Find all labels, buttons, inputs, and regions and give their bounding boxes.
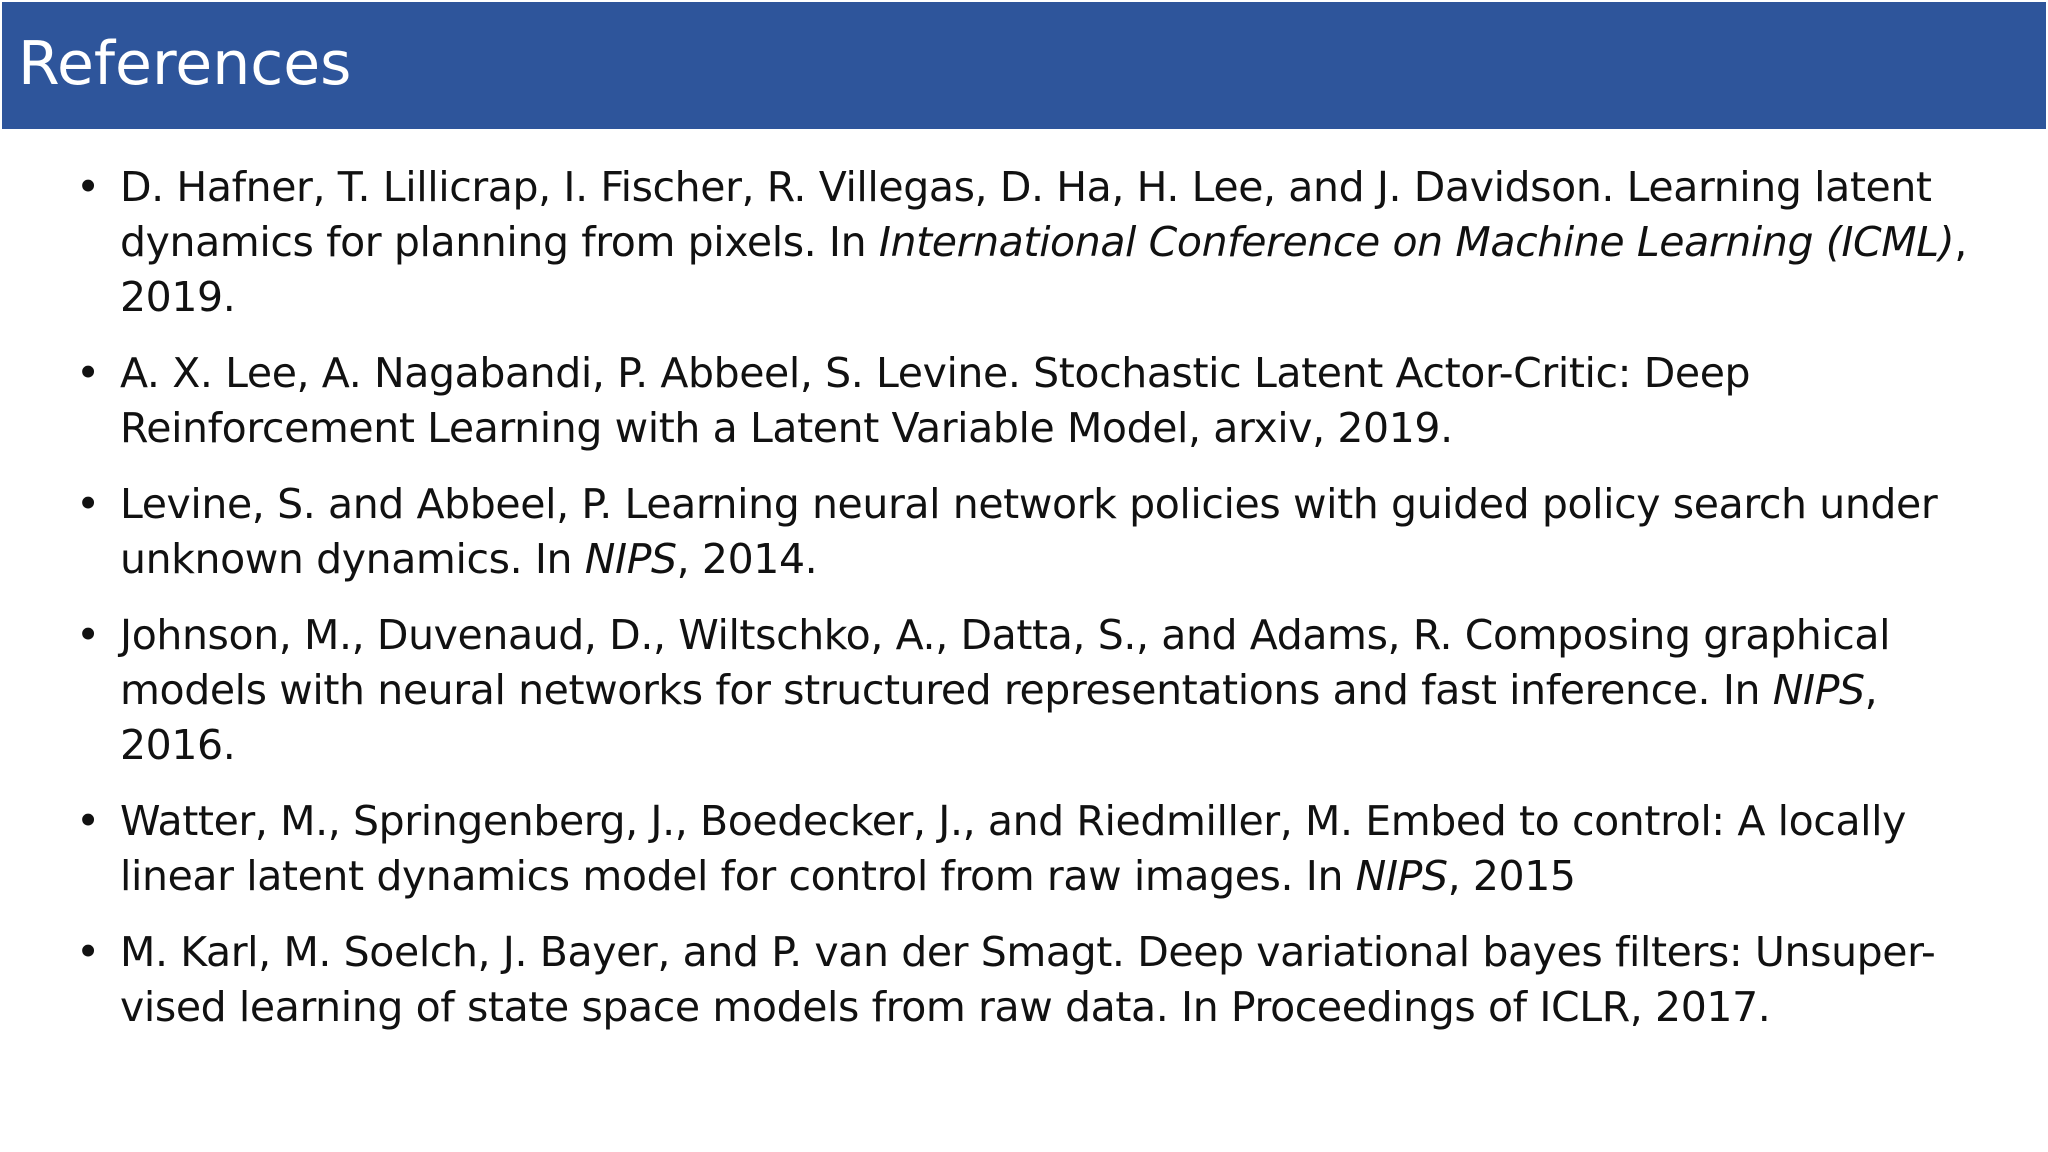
title-bar xyxy=(2,2,2046,129)
reference-year: , 2019. xyxy=(120,218,1967,321)
reference-text: A. X. Lee, A. Nagabandi, P. Abbeel, S. Levine. Stochastic Latent Actor-Critic: Deep Reinforcement Learning with a Latent Variable Model, arxiv, 2019. xyxy=(120,349,1751,452)
bullet-icon: • xyxy=(76,480,100,528)
reference-text: Johnson, M., Duvenaud, D., Wiltschko, A., Datta, S., and Adams, R. Composing graphical models with neural networks for structured representations and fast inference. In xyxy=(120,611,1891,714)
reference-item xyxy=(76,160,1996,325)
reference-year: , 2015 xyxy=(1447,852,1576,900)
reference-item xyxy=(76,346,1996,456)
reference-text: M. Karl, M. Soelch, J. Bayer, and P. van der Smagt. Deep variational bayes filters: Unsuper-vised learning of state space models from raw data. In Proceedings of ICLR, 2017. xyxy=(120,928,1936,1031)
reference-item xyxy=(76,925,1996,1035)
bullet-icon: • xyxy=(76,349,100,397)
bullet-icon: • xyxy=(76,611,100,659)
reference-year: , 2014. xyxy=(676,535,818,583)
reference-venue: NIPS xyxy=(584,535,677,583)
bullet-icon: • xyxy=(76,928,100,976)
slide-title: References xyxy=(18,29,352,99)
reference-venue: International Conference on Machine Learning (ICML) xyxy=(878,218,1955,266)
bullet-icon: • xyxy=(76,797,100,845)
reference-item xyxy=(76,794,1996,904)
reference-text: D. Hafner, T. Lillicrap, I. Fischer, R. Villegas, D. Ha, H. Lee, and J. Davidson. Learning latent dynamics for planning from pixels. In xyxy=(120,163,1932,266)
reference-list xyxy=(76,160,1996,1056)
reference-year: , 2016. xyxy=(120,666,1878,769)
reference-item xyxy=(76,608,1996,773)
reference-item xyxy=(76,477,1996,587)
reference-venue: NIPS xyxy=(1772,666,1865,714)
reference-text: Levine, S. and Abbeel, P. Learning neural network policies with guided policy search under unknown dynamics. In xyxy=(120,480,1938,583)
reference-venue: NIPS xyxy=(1355,852,1448,900)
bullet-icon: • xyxy=(76,163,100,211)
reference-text: Watter, M., Springenberg, J., Boedecker, J., and Riedmiller, M. Embed to control: A locally linear latent dynamics model for control from raw images. In xyxy=(120,797,1907,900)
